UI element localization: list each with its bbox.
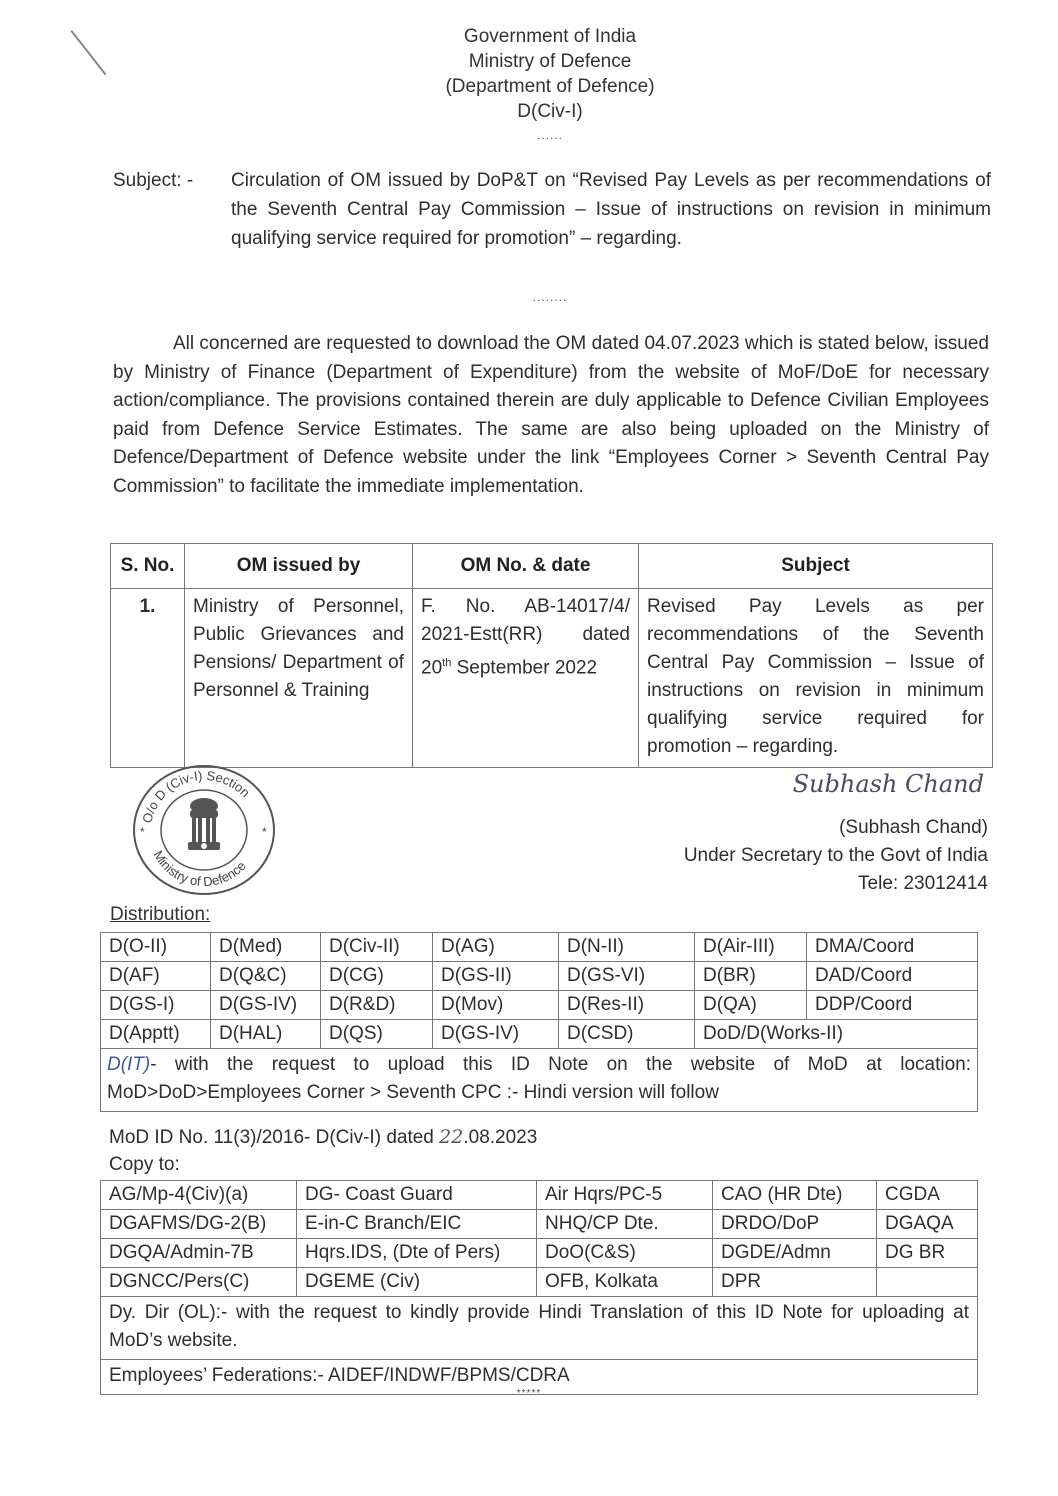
distribution-cell: D(QA)	[695, 991, 807, 1020]
om-header-sno: S. No.	[111, 544, 185, 589]
om-no-superscript: th	[442, 657, 452, 669]
table-row	[101, 1297, 978, 1360]
om-header-issued-by: OM issued by	[185, 544, 413, 589]
distribution-cell: D(Res-II)	[559, 991, 695, 1020]
signature: Subhash Chand	[792, 770, 984, 798]
copy-to-cell: DGDE/Admn	[713, 1239, 877, 1268]
om-cell-subject: Revised Pay Levels as per recommendations of the Seventh Central Pay Commission – Issue of instructions on revision in minimum qualifying service required for promotion – regarding.	[639, 589, 993, 768]
distribution-cell: D(Q&C)	[211, 962, 321, 991]
copy-to-cell: Hqrs.IDS, (Dte of Pers)	[297, 1239, 537, 1268]
copy-to-note-ol: Dy. Dir (OL):- with the request to kindly provide Hindi Translation of this ID Note for uploading at MoD’s website.	[101, 1297, 978, 1360]
copy-to-cell: OFB, Kolkata	[537, 1268, 713, 1297]
header-department: (Department of Defence)	[445, 76, 655, 97]
om-cell-issued-by: Ministry of Personnel, Public Grievances and Pensions/ Department of Personnel & Training	[185, 589, 413, 768]
table-row	[101, 933, 978, 962]
stamp-star-right: *	[262, 825, 267, 839]
signatory-designation: Under Secretary to the Govt of India	[683, 845, 988, 866]
distribution-cell: D(R&D)	[321, 991, 433, 1020]
copy-to-cell: DG- Coast Guard	[297, 1181, 537, 1210]
om-table-header-row	[111, 544, 993, 589]
end-marker: *****	[516, 1388, 542, 1399]
subject-text: Circulation of OM issued by DoP&T on “Revised Pay Levels as per recommendations of the Seventh Central Pay Commission – Issue of instructions on revision in minimum qualifying service required for promotion” – regarding.	[231, 170, 991, 249]
distribution-cell: D(Air-III)	[695, 933, 807, 962]
distribution-cell: D(Med)	[211, 933, 321, 962]
subject-block	[113, 166, 991, 253]
distribution-note-text: - with the request to upload this ID Note on the website of MoD at location: MoD>DoD>Employees Corner > Seventh CPC :- Hindi version will follow	[107, 1054, 971, 1103]
header-government: Government of India	[463, 26, 637, 47]
distribution-cell: D(N-II)	[559, 933, 695, 962]
distribution-cell: DMA/Coord	[807, 933, 978, 962]
distribution-cell: DAD/Coord	[807, 962, 978, 991]
stamp-top-text: O/o D (Civ-I) Section	[139, 767, 253, 825]
om-no-date: September 2022	[451, 657, 598, 679]
copy-to-cell: NHQ/CP Dte.	[537, 1210, 713, 1239]
copy-to-cell: DGQA/Admin-7B	[101, 1239, 297, 1268]
stamp-bottom-text: Ministry of Defence	[150, 847, 249, 890]
om-header-om-no: OM No. & date	[413, 544, 639, 589]
body-paragraph: All concerned are requested to download the OM dated 04.07.2023 which is stated below, issued by Ministry of Finance (Department of Expenditure) from the website of MoF/DoE for necessary action/compliance. The provisions contained therein are duly applicable to Defence Civilian Employees paid from Defence Service Estimates. The same are also being uploaded on the Ministry of Defence/Department of Defence website under the link “Employees Corner > Seventh Central Pay Commission” to facilitate the immediate implementation.	[113, 333, 989, 497]
stamp-star-left: *	[140, 825, 145, 839]
om-header-subject: Subject	[639, 544, 993, 589]
distribution-cell: D(Mov)	[433, 991, 559, 1020]
copy-to-cell: DGAQA	[877, 1210, 978, 1239]
copy-to-cell: DRDO/DoP	[713, 1210, 877, 1239]
distribution-cell: D(GS-IV)	[211, 991, 321, 1020]
copy-to-cell: DGEME (Civ)	[297, 1268, 537, 1297]
copy-to-cell: CAO (HR Dte)	[713, 1181, 877, 1210]
distribution-cell: D(BR)	[695, 962, 807, 991]
scan-pen-mark	[70, 30, 106, 75]
distribution-label: Distribution:	[110, 904, 211, 925]
signatory-block	[600, 770, 988, 898]
distribution-cell: D(Apptt)	[101, 1020, 211, 1049]
subject-label: Subject: -	[113, 170, 194, 191]
signatory-name: (Subhash Chand)	[839, 817, 988, 838]
distribution-cell: D(CSD)	[559, 1020, 695, 1049]
copy-to-cell: DPR	[713, 1268, 877, 1297]
id-note-number	[109, 1124, 537, 1151]
signatory-phone: Tele: 23012414	[858, 873, 988, 894]
distribution-cell: D(CG)	[321, 962, 433, 991]
copy-to-cell: E-in-C Branch/EIC	[297, 1210, 537, 1239]
distribution-table	[100, 932, 978, 1112]
national-emblem-icon	[188, 798, 220, 850]
handwritten-day: 22	[439, 1126, 464, 1148]
letterhead	[300, 24, 800, 124]
distribution-cell: DoD/D(Works-II)	[695, 1020, 978, 1049]
table-row	[101, 1268, 978, 1297]
table-row	[111, 589, 993, 768]
copy-to-cell: Air Hqrs/PC-5	[537, 1181, 713, 1210]
distribution-cell: DDP/Coord	[807, 991, 978, 1020]
distribution-note-it	[101, 1049, 978, 1112]
om-cell-sno: 1.	[111, 589, 185, 768]
copy-to-cell: DG BR	[877, 1239, 978, 1268]
subject-separator: ........	[532, 290, 568, 304]
table-row	[101, 1020, 978, 1049]
distribution-cell: D(Civ-II)	[321, 933, 433, 962]
table-row	[101, 962, 978, 991]
distribution-cell: D(QS)	[321, 1020, 433, 1049]
om-no-text: F. No. AB-14017/4/ 2021-Estt(RR) dated 20	[421, 596, 630, 679]
handwritten-tick-prefix: D(IT)	[107, 1054, 151, 1075]
header-ministry: Ministry of Defence	[468, 51, 632, 72]
header-separator: ......	[536, 128, 563, 142]
id-note-date-suffix: .08.2023	[463, 1127, 538, 1148]
distribution-cell: D(O-II)	[101, 933, 211, 962]
distribution-cell: D(HAL)	[211, 1020, 321, 1049]
copy-to-cell: DoO(C&S)	[537, 1239, 713, 1268]
header-section: D(Civ-I)	[517, 101, 583, 122]
copy-to-note-federations: Employees’ Federations:- AIDEF/INDWF/BPMS/CDRA	[101, 1360, 978, 1395]
om-cell-om-no	[413, 589, 639, 768]
table-row	[101, 1239, 978, 1268]
copy-to-label: Copy to:	[109, 1154, 180, 1175]
copy-to-cell: DGAFMS/DG-2(B)	[101, 1210, 297, 1239]
distribution-cell: D(GS-I)	[101, 991, 211, 1020]
official-stamp	[128, 760, 280, 898]
distribution-cell: D(AF)	[101, 962, 211, 991]
copy-to-cell: CGDA	[877, 1181, 978, 1210]
id-note-prefix: MoD ID No. 11(3)/2016- D(Civ-I) dated	[109, 1127, 440, 1148]
om-table	[110, 543, 993, 768]
distribution-cell: D(GS-II)	[433, 962, 559, 991]
copy-to-cell	[877, 1268, 978, 1297]
table-row	[101, 1181, 978, 1210]
table-row	[101, 991, 978, 1020]
copy-to-cell: AG/Mp-4(Civ)(a)	[101, 1181, 297, 1210]
table-row	[101, 1049, 978, 1112]
copy-to-table	[100, 1180, 978, 1395]
distribution-cell: D(GS-VI)	[559, 962, 695, 991]
distribution-cell: D(GS-IV)	[433, 1020, 559, 1049]
distribution-cell: D(AG)	[433, 933, 559, 962]
copy-to-cell: DGNCC/Pers(C)	[101, 1268, 297, 1297]
id-note-block	[109, 1124, 537, 1178]
table-row	[101, 1210, 978, 1239]
